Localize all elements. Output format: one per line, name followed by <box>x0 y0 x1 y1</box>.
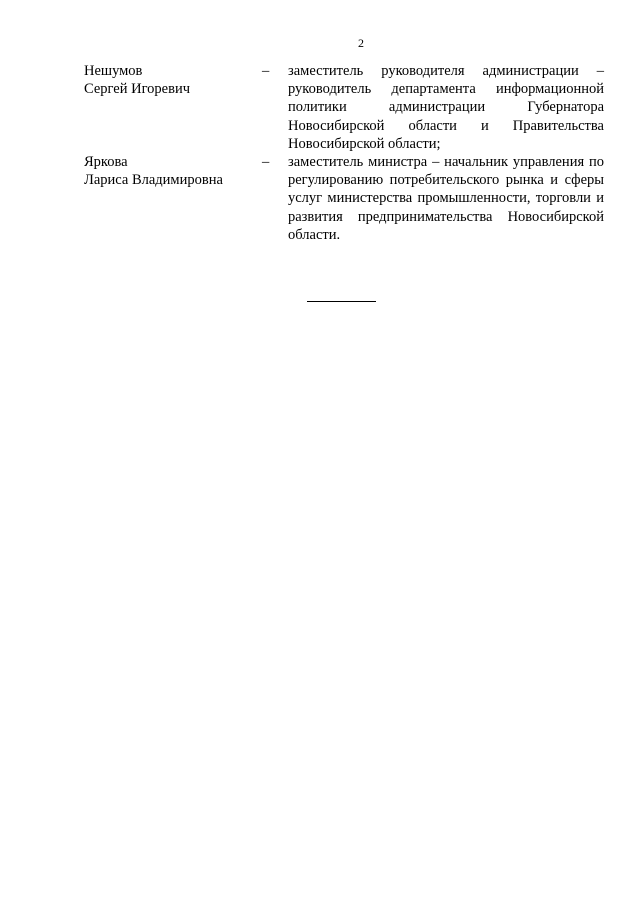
member-given-names: Лариса Владимировна <box>84 172 223 189</box>
member-position: заместитель руководителя администрации – руководитель департамента информационной политики администрации Губернатора Новосибирской области и Правительства Новосибирской области; <box>288 63 604 152</box>
member-list <box>84 62 604 244</box>
end-divider <box>307 301 376 302</box>
member-name <box>84 62 262 153</box>
member-name <box>84 153 262 244</box>
dash-separator: – <box>262 63 270 79</box>
member-surname: Яркова <box>84 154 128 171</box>
member-position: заместитель министра – начальник управления по регулированию потребительского рынка и сферы услуг министерства промышленности, торговли и развития предпринимательства Новосибирской области. <box>288 154 604 243</box>
member-surname: Нешумов <box>84 63 143 79</box>
list-item <box>84 153 604 244</box>
member-given-names: Сергей Игоревич <box>84 81 191 98</box>
list-item <box>84 62 604 153</box>
page-number: 2 <box>358 36 364 50</box>
dash-separator: – <box>262 154 270 171</box>
